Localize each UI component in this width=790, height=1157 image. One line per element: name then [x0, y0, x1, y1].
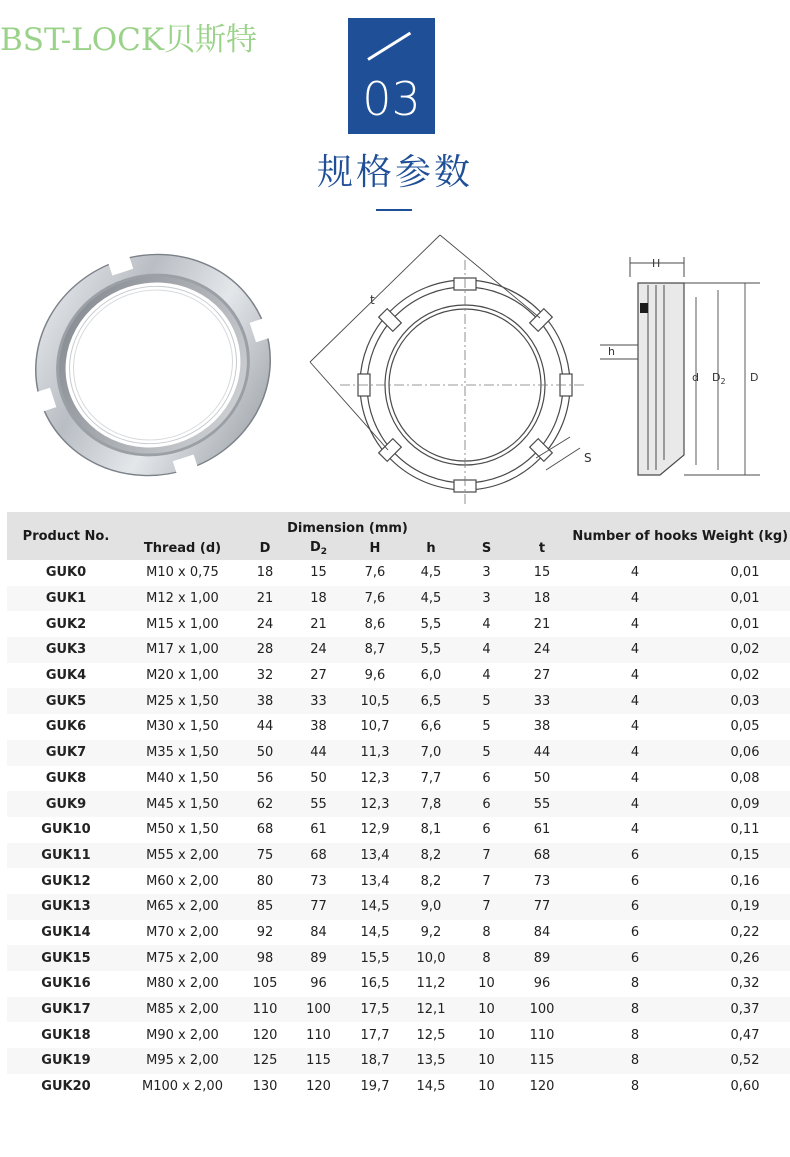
cell-product-no: GUK5	[7, 688, 125, 714]
cell-H: 19,7	[347, 1074, 403, 1100]
cell-hooks: 8	[570, 997, 700, 1023]
cell-h: 5,5	[403, 637, 459, 663]
cell-t: 100	[514, 997, 570, 1023]
cell-D2: 68	[290, 843, 347, 869]
cell-S: 4	[459, 663, 514, 689]
cell-t: 68	[514, 843, 570, 869]
cell-hooks: 8	[570, 1022, 700, 1048]
brand-watermark: BST-LOCK贝斯特	[0, 22, 258, 58]
cell-product-no: GUK18	[7, 1022, 125, 1048]
cell-product-no: GUK15	[7, 945, 125, 971]
cell-t: 21	[514, 611, 570, 637]
table-row	[7, 791, 790, 817]
cell-D: 18	[240, 560, 290, 586]
cell-product-no: GUK13	[7, 894, 125, 920]
cell-h: 10,0	[403, 945, 459, 971]
cell-product-no: GUK8	[7, 766, 125, 792]
cell-t: 61	[514, 817, 570, 843]
cell-h: 7,8	[403, 791, 459, 817]
cell-S: 7	[459, 843, 514, 869]
cell-D: 80	[240, 868, 290, 894]
cell-t: 38	[514, 714, 570, 740]
cell-H: 15,5	[347, 945, 403, 971]
cell-product-no: GUK12	[7, 868, 125, 894]
spec-table	[7, 512, 790, 1099]
cell-H: 14,5	[347, 920, 403, 946]
cell-hooks: 6	[570, 920, 700, 946]
cell-D2: 38	[290, 714, 347, 740]
cell-thread: M75 x 2,00	[125, 945, 240, 971]
table-row	[7, 586, 790, 612]
table-row	[7, 920, 790, 946]
cell-thread: M30 x 1,50	[125, 714, 240, 740]
cell-S: 8	[459, 920, 514, 946]
table-row	[7, 637, 790, 663]
cell-S: 7	[459, 868, 514, 894]
table-row	[7, 868, 790, 894]
cell-h: 7,0	[403, 740, 459, 766]
cell-t: 77	[514, 894, 570, 920]
cell-thread: M85 x 2,00	[125, 997, 240, 1023]
table-row	[7, 560, 790, 586]
section-number-badge	[348, 18, 435, 134]
dim-H-label: H	[652, 257, 661, 270]
side-section-drawing	[600, 255, 775, 485]
cell-h: 12,5	[403, 1022, 459, 1048]
cell-S: 5	[459, 688, 514, 714]
cell-h: 6,0	[403, 663, 459, 689]
cell-product-no: GUK11	[7, 843, 125, 869]
cell-weight: 0,52	[700, 1048, 790, 1074]
cell-S: 10	[459, 1074, 514, 1100]
cell-thread: M55 x 2,00	[125, 843, 240, 869]
cell-S: 7	[459, 894, 514, 920]
cell-weight: 0,05	[700, 714, 790, 740]
header-row-group	[7, 512, 790, 536]
cell-H: 7,6	[347, 560, 403, 586]
cell-h: 14,5	[403, 1074, 459, 1100]
cell-S: 5	[459, 740, 514, 766]
cell-S: 6	[459, 791, 514, 817]
table-row	[7, 663, 790, 689]
cell-h: 6,5	[403, 688, 459, 714]
cell-thread: M50 x 1,50	[125, 817, 240, 843]
cell-weight: 0,01	[700, 611, 790, 637]
cell-H: 9,6	[347, 663, 403, 689]
cell-weight: 0,09	[700, 791, 790, 817]
cell-S: 4	[459, 637, 514, 663]
cell-D2: 100	[290, 997, 347, 1023]
cell-H: 14,5	[347, 894, 403, 920]
cell-weight: 0,08	[700, 766, 790, 792]
cell-thread: M40 x 1,50	[125, 766, 240, 792]
cell-thread: M65 x 2,00	[125, 894, 240, 920]
cell-hooks: 4	[570, 714, 700, 740]
cell-product-no: GUK10	[7, 817, 125, 843]
cell-D: 130	[240, 1074, 290, 1100]
cell-t: 24	[514, 637, 570, 663]
header-D2-sub: 2	[320, 546, 328, 557]
cell-S: 10	[459, 1048, 514, 1074]
cell-D2: 15	[290, 560, 347, 586]
cell-thread: M70 x 2,00	[125, 920, 240, 946]
cell-hooks: 6	[570, 868, 700, 894]
cell-thread: M80 x 2,00	[125, 971, 240, 997]
cell-thread: M90 x 2,00	[125, 1022, 240, 1048]
cell-product-no: GUK19	[7, 1048, 125, 1074]
cell-thread: M45 x 1,50	[125, 791, 240, 817]
cell-hooks: 4	[570, 766, 700, 792]
cell-thread: M15 x 1,00	[125, 611, 240, 637]
cell-thread: M17 x 1,00	[125, 637, 240, 663]
cell-hooks: 4	[570, 817, 700, 843]
cell-h: 8,1	[403, 817, 459, 843]
cell-hooks: 4	[570, 560, 700, 586]
cell-D: 21	[240, 586, 290, 612]
cell-weight: 0,22	[700, 920, 790, 946]
cell-D2: 96	[290, 971, 347, 997]
groove-marker	[640, 303, 648, 313]
cell-D2: 55	[290, 791, 347, 817]
cell-weight: 0,47	[700, 1022, 790, 1048]
cell-D: 56	[240, 766, 290, 792]
cell-product-no: GUK20	[7, 1074, 125, 1100]
cell-h: 11,2	[403, 971, 459, 997]
cell-H: 7,6	[347, 586, 403, 612]
cell-hooks: 8	[570, 1074, 700, 1100]
table-row	[7, 688, 790, 714]
cell-t: 15	[514, 560, 570, 586]
table-row	[7, 894, 790, 920]
cell-S: 6	[459, 766, 514, 792]
cell-product-no: GUK17	[7, 997, 125, 1023]
cell-h: 5,5	[403, 611, 459, 637]
spec-table-body	[7, 560, 790, 1099]
table-row	[7, 997, 790, 1023]
lock-nut-photo	[25, 240, 285, 500]
cell-D2: 110	[290, 1022, 347, 1048]
cell-S: 8	[459, 945, 514, 971]
badge-slash	[367, 32, 411, 61]
cell-hooks: 4	[570, 637, 700, 663]
cell-t: 73	[514, 868, 570, 894]
cell-D2: 77	[290, 894, 347, 920]
cell-h: 4,5	[403, 560, 459, 586]
header-H: H	[369, 540, 381, 556]
dim-h-label: h	[608, 345, 615, 358]
cell-H: 17,5	[347, 997, 403, 1023]
cell-thread: M60 x 2,00	[125, 868, 240, 894]
cell-H: 16,5	[347, 971, 403, 997]
cell-S: 10	[459, 997, 514, 1023]
cell-t: 18	[514, 586, 570, 612]
section-number: 03	[362, 72, 421, 126]
cell-H: 8,7	[347, 637, 403, 663]
cell-thread: M20 x 1,00	[125, 663, 240, 689]
cell-hooks: 4	[570, 586, 700, 612]
cell-D2: 120	[290, 1074, 347, 1100]
cell-S: 3	[459, 560, 514, 586]
cell-h: 7,7	[403, 766, 459, 792]
dim-D-label: D	[750, 371, 759, 384]
cell-D2: 27	[290, 663, 347, 689]
dim-D2-sub: 2	[720, 377, 726, 386]
table-row	[7, 740, 790, 766]
cell-D: 120	[240, 1022, 290, 1048]
cell-D: 98	[240, 945, 290, 971]
cell-D: 50	[240, 740, 290, 766]
cell-weight: 0,60	[700, 1074, 790, 1100]
cell-thread: M35 x 1,50	[125, 740, 240, 766]
cell-D: 62	[240, 791, 290, 817]
cell-h: 4,5	[403, 586, 459, 612]
cell-H: 11,3	[347, 740, 403, 766]
cell-D: 44	[240, 714, 290, 740]
table-row	[7, 611, 790, 637]
cell-hooks: 4	[570, 611, 700, 637]
cell-D2: 61	[290, 817, 347, 843]
cell-weight: 0,16	[700, 868, 790, 894]
cell-h: 8,2	[403, 868, 459, 894]
title-underline	[376, 209, 412, 211]
cell-D: 68	[240, 817, 290, 843]
cell-hooks: 4	[570, 740, 700, 766]
cell-S: 10	[459, 1022, 514, 1048]
cell-thread: M12 x 1,00	[125, 586, 240, 612]
table-row	[7, 971, 790, 997]
cell-D2: 24	[290, 637, 347, 663]
front-view-drawing	[300, 230, 590, 505]
product-figures	[0, 225, 790, 500]
cell-D: 85	[240, 894, 290, 920]
cell-thread: M100 x 2,00	[125, 1074, 240, 1100]
header-D2	[290, 536, 347, 560]
cell-t: 96	[514, 971, 570, 997]
cell-D: 32	[240, 663, 290, 689]
cell-t: 110	[514, 1022, 570, 1048]
cell-weight: 0,32	[700, 971, 790, 997]
section-title: 规格参数	[316, 152, 473, 193]
table-row	[7, 1074, 790, 1100]
cell-hooks: 4	[570, 663, 700, 689]
table-row	[7, 945, 790, 971]
cell-h: 9,2	[403, 920, 459, 946]
cell-t: 55	[514, 791, 570, 817]
cell-product-no: GUK2	[7, 611, 125, 637]
header-h: h	[426, 540, 436, 556]
table-row	[7, 714, 790, 740]
cell-H: 10,5	[347, 688, 403, 714]
table-row	[7, 817, 790, 843]
cell-H: 18,7	[347, 1048, 403, 1074]
cell-S: 3	[459, 586, 514, 612]
cell-t: 84	[514, 920, 570, 946]
cell-H: 12,9	[347, 817, 403, 843]
header-hooks: Number of hooks	[572, 528, 698, 544]
cell-h: 13,5	[403, 1048, 459, 1074]
cell-thread: M10 x 0,75	[125, 560, 240, 586]
cell-weight: 0,37	[700, 997, 790, 1023]
cell-weight: 0,02	[700, 637, 790, 663]
cell-H: 8,6	[347, 611, 403, 637]
cell-D2: 33	[290, 688, 347, 714]
table-row	[7, 843, 790, 869]
cell-product-no: GUK6	[7, 714, 125, 740]
cell-D2: 73	[290, 868, 347, 894]
cell-weight: 0,19	[700, 894, 790, 920]
cell-thread: M25 x 1,50	[125, 688, 240, 714]
cell-hooks: 4	[570, 688, 700, 714]
cell-hooks: 4	[570, 791, 700, 817]
cell-H: 13,4	[347, 868, 403, 894]
cell-H: 13,4	[347, 843, 403, 869]
table-row	[7, 1022, 790, 1048]
cell-hooks: 6	[570, 945, 700, 971]
cell-weight: 0,01	[700, 586, 790, 612]
cell-weight: 0,06	[700, 740, 790, 766]
cell-weight: 0,02	[700, 663, 790, 689]
cell-D: 28	[240, 637, 290, 663]
header-D2-main: D	[309, 539, 321, 555]
cell-S: 10	[459, 971, 514, 997]
cell-weight: 0,15	[700, 843, 790, 869]
header-dimension-group: Dimension (mm)	[287, 521, 408, 536]
dim-s-label: S	[584, 451, 592, 465]
cell-product-no: GUK16	[7, 971, 125, 997]
cell-weight: 0,11	[700, 817, 790, 843]
cell-h: 12,1	[403, 997, 459, 1023]
cell-t: 89	[514, 945, 570, 971]
header-t: t	[538, 540, 546, 556]
dim-t-label: t	[370, 293, 375, 307]
cell-product-no: GUK9	[7, 791, 125, 817]
cell-D2: 18	[290, 586, 347, 612]
dim-D2-label	[712, 371, 726, 386]
cell-D2: 50	[290, 766, 347, 792]
header-product-no: Product No.	[22, 528, 110, 544]
cell-h: 8,2	[403, 843, 459, 869]
cell-product-no: GUK14	[7, 920, 125, 946]
cell-weight: 0,26	[700, 945, 790, 971]
table-row	[7, 1048, 790, 1074]
cell-H: 12,3	[347, 766, 403, 792]
dim-d-label: d	[692, 371, 699, 384]
cell-S: 5	[459, 714, 514, 740]
cell-product-no: GUK7	[7, 740, 125, 766]
cell-product-no: GUK3	[7, 637, 125, 663]
cell-t: 44	[514, 740, 570, 766]
cell-D: 105	[240, 971, 290, 997]
cell-hooks: 8	[570, 971, 700, 997]
cell-hooks: 6	[570, 843, 700, 869]
cell-product-no: GUK1	[7, 586, 125, 612]
header-thread: Thread (d)	[143, 540, 222, 556]
cell-H: 10,7	[347, 714, 403, 740]
cell-t: 120	[514, 1074, 570, 1100]
cell-D2: 44	[290, 740, 347, 766]
cell-D2: 115	[290, 1048, 347, 1074]
header-D: D	[259, 540, 271, 556]
cell-product-no: GUK0	[7, 560, 125, 586]
cell-hooks: 8	[570, 1048, 700, 1074]
cell-D: 110	[240, 997, 290, 1023]
cell-weight: 0,01	[700, 560, 790, 586]
cell-t: 33	[514, 688, 570, 714]
cell-t: 50	[514, 766, 570, 792]
table-row	[7, 766, 790, 792]
cell-H: 17,7	[347, 1022, 403, 1048]
cell-h: 9,0	[403, 894, 459, 920]
cell-t: 27	[514, 663, 570, 689]
dim-D2-main: D	[712, 371, 721, 384]
cell-weight: 0,03	[700, 688, 790, 714]
cell-S: 6	[459, 817, 514, 843]
cell-D2: 21	[290, 611, 347, 637]
header-weight: Weight (kg)	[701, 528, 789, 544]
cell-t: 115	[514, 1048, 570, 1074]
cell-D: 75	[240, 843, 290, 869]
header-S: S	[481, 540, 492, 556]
cell-thread: M95 x 2,00	[125, 1048, 240, 1074]
cell-D: 92	[240, 920, 290, 946]
cell-hooks: 6	[570, 894, 700, 920]
cell-S: 4	[459, 611, 514, 637]
cell-product-no: GUK4	[7, 663, 125, 689]
cell-D: 38	[240, 688, 290, 714]
cell-D2: 89	[290, 945, 347, 971]
cell-D: 125	[240, 1048, 290, 1074]
cell-H: 12,3	[347, 791, 403, 817]
cell-D: 24	[240, 611, 290, 637]
cell-D2: 84	[290, 920, 347, 946]
cell-h: 6,6	[403, 714, 459, 740]
